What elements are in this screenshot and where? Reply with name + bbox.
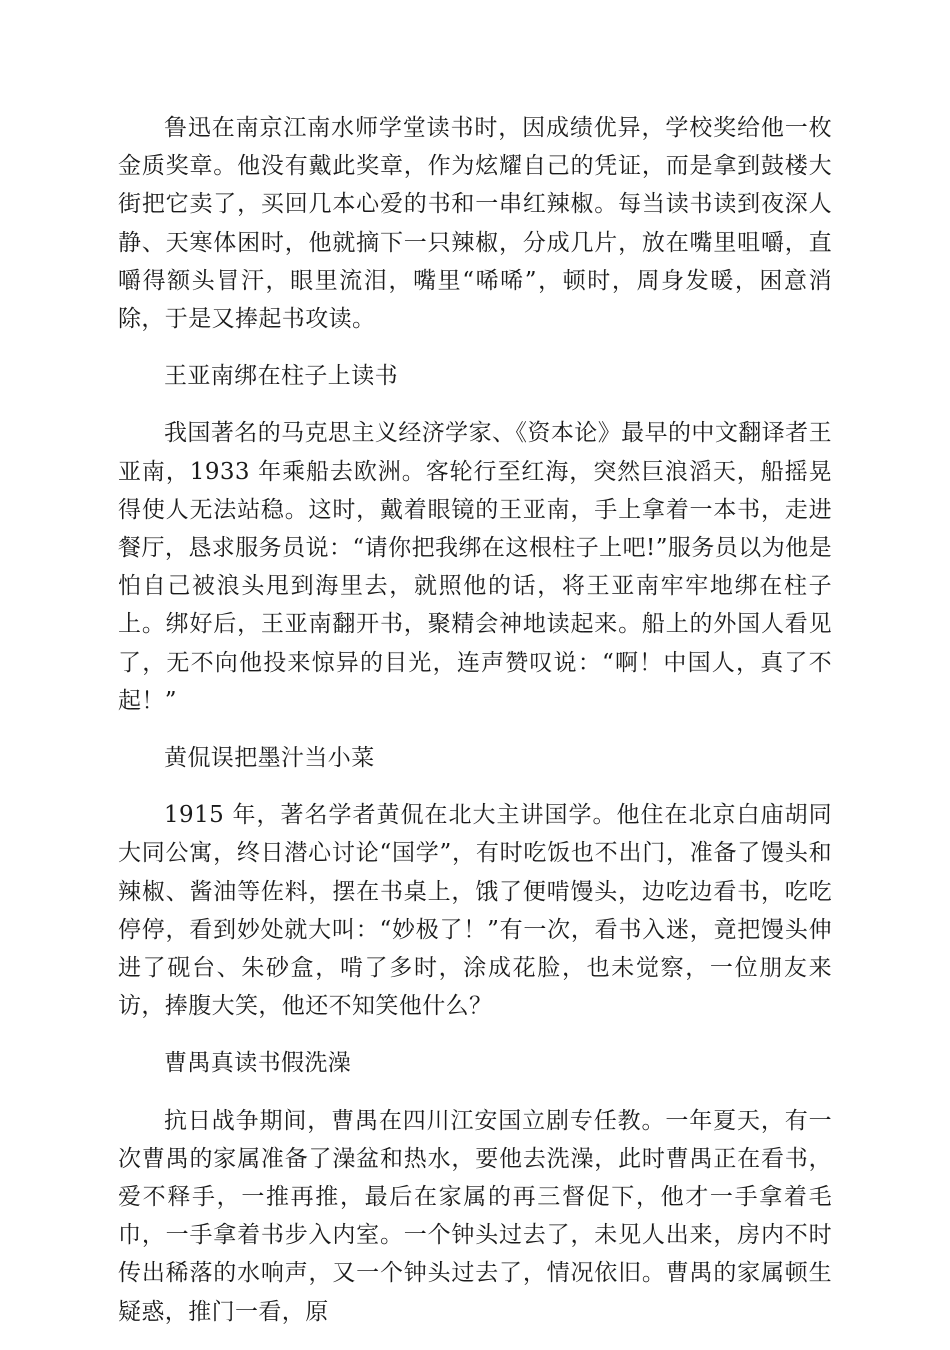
heading-cao-yu: 曹禺真读书假洗澡	[164, 1050, 352, 1077]
heading-huang-kan: 黄侃误把墨汁当小菜	[164, 745, 375, 772]
paragraph-huang-kan: 1915 年，著名学者黄侃在北大主讲国学。他住在北京白庙胡同大同公寓，终日潜心讨论“国学”，有时吃饭也不出门，准备了馒头和辣椒、酱油等佐料，摆在书桌上，饿了便啃馒头，边吃边看书，吃吃停停，看到妙处就大叫：“妙极了！”有一次，看书入迷，竟把馒头伸进了砚台、朱砂盒，啃了多时，涂成花脸，也未觉察，一位朋友来访，捧腹大笑，他还不知笑他什么？	[118, 802, 832, 1020]
paragraph-cao-yu: 抗日战争期间，曹禺在四川江安国立剧专任教。一年夏天，有一次曹禺的家属准备了澡盆和热水，要他去洗澡，此时曹禺正在看书，爱不释手，一推再推，最后在家属的再三督促下，他才一手拿着毛巾，一手拿着书步入内室。一个钟头过去了，未见人出来，房内不时传出稀落的水响声，又一个钟头过去了，情况依旧。曹禺的家属顿生疑惑，推门一看，原	[118, 1107, 832, 1325]
document-page	[118, 109, 832, 1350]
paragraph-wang-yanan: 我国著名的马克思主义经济学家、《资本论》最早的中文翻译者王亚南，1933 年乘船去欧洲。客轮行至红海，突然巨浪滔天，船摇晃得使人无法站稳。这时，戴着眼镜的王亚南，手上拿着一本书，走进餐厅，恳求服务员说：“请你把我绑在这根柱子上吧!”服务员以为他是怕自己被浪头甩到海里去，就照他的话，将王亚南牢牢地绑在柱子上。绑好后，王亚南翻开书，聚精会神地读起来。船上的外国人看见了，无不向他投来惊异的目光，连声赞叹说：“啊！中国人，真了不起！”	[118, 420, 832, 714]
paragraph-lu-xun: 鲁迅在南京江南水师学堂读书时，因成绩优异，学校奖给他一枚金质奖章。他没有戴此奖章，作为炫耀自己的凭证，而是拿到鼓楼大街把它卖了，买回几本心爱的书和一串红辣椒。每当读书读到夜深人静、天寒体困时，他就摘下一只辣椒，分成几片，放在嘴里咀嚼，直嚼得额头冒汗，眼里流泪，嘴里“唏唏”，顿时，周身发暖，困意消除，于是又捧起书攻读。	[118, 115, 832, 333]
heading-wang-yanan: 王亚南绑在柱子上读书	[164, 363, 398, 390]
